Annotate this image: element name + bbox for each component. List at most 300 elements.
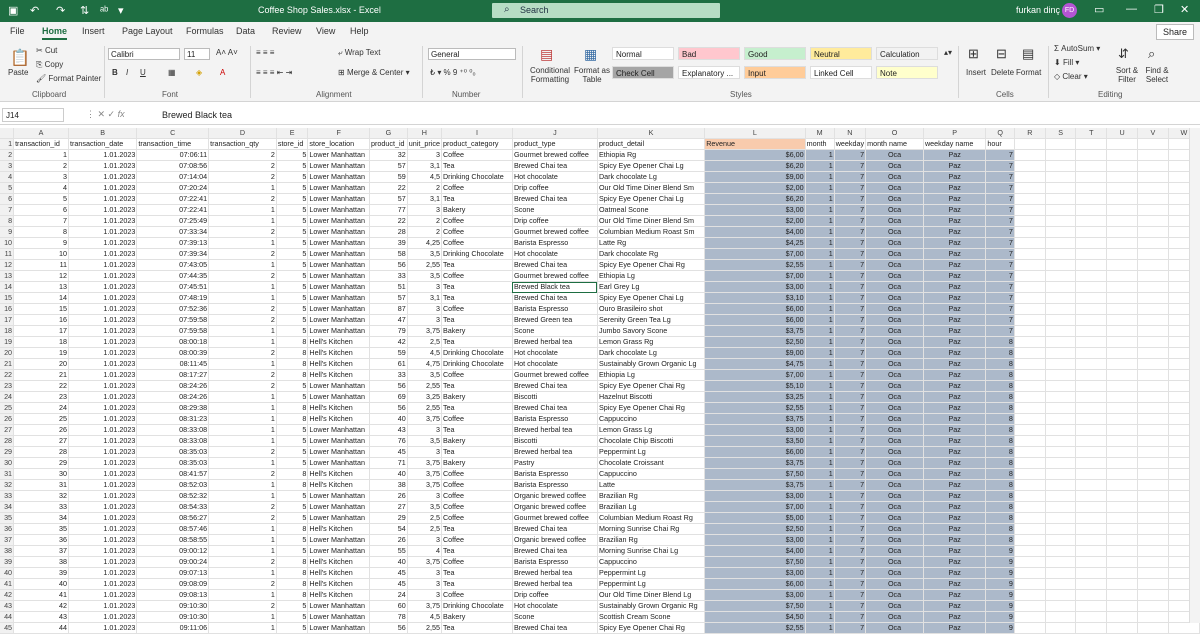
cell[interactable]: Dark chocolate Lg [597,348,704,359]
cell[interactable]: 40 [369,414,407,425]
cell[interactable] [1107,601,1138,612]
cell[interactable]: 4,5 [407,612,441,623]
cell[interactable] [1045,557,1076,568]
cell[interactable]: Lower Manhattan [308,535,370,546]
cell[interactable] [1107,172,1138,183]
cell[interactable]: Gourmet brewed coffee [512,227,597,238]
cell[interactable]: 8 [276,480,308,491]
cell[interactable]: Coffee [441,491,512,502]
cell[interactable] [1076,557,1107,568]
cell[interactable]: 8 [986,403,1014,414]
cell[interactable]: 8 [986,381,1014,392]
cell[interactable]: Morning Sunrise Chai Rg [597,524,704,535]
cell[interactable]: Jumbo Savory Scone [597,326,704,337]
cell[interactable] [1014,293,1045,304]
cell[interactable]: Brewed Chai tea [512,260,597,271]
column-header[interactable]: R [1014,128,1045,139]
cell[interactable]: $3,00 [705,205,805,216]
cell[interactable]: Coffee [441,238,512,249]
cell[interactable]: 5 [276,447,308,458]
cell[interactable] [1107,392,1138,403]
cell[interactable]: 08:58:55 [137,535,209,546]
cell[interactable] [1138,260,1169,271]
cell[interactable]: Bakery [441,436,512,447]
cell[interactable] [1076,535,1107,546]
cell[interactable]: Sustainably Grown Organic Rg [597,601,704,612]
cell[interactable]: 3,5 [407,370,441,381]
cell[interactable] [1138,403,1169,414]
cell[interactable]: 1.01.2023 [69,161,137,172]
cell[interactable]: 14 [14,293,69,304]
cell[interactable]: Coffee [441,480,512,491]
cell[interactable]: 79 [369,326,407,337]
cell[interactable]: Paz [923,304,985,315]
cell[interactable]: $3,75 [705,480,805,491]
cell-style-check-cell[interactable]: Check Cell [612,66,674,79]
cell[interactable]: 1 [805,513,834,524]
cell[interactable]: 13 [14,282,69,293]
cell[interactable]: 7 [834,590,865,601]
cell[interactable]: 1.01.2023 [69,392,137,403]
cell[interactable]: Lower Manhattan [308,205,370,216]
cell[interactable]: Brazilian Lg [597,502,704,513]
cell[interactable]: $9,00 [705,348,805,359]
cell[interactable]: 78 [369,612,407,623]
cell[interactable] [1076,370,1107,381]
cell[interactable]: Paz [923,601,985,612]
column-header[interactable]: F [308,128,370,139]
cell[interactable] [1014,282,1045,293]
cell[interactable]: 1 [209,326,277,337]
cell[interactable]: 4 [407,546,441,557]
cell[interactable]: 1 [805,524,834,535]
cell[interactable]: 1 [805,403,834,414]
cell[interactable]: Paz [923,238,985,249]
cell[interactable] [1045,304,1076,315]
cell[interactable]: Hot chocolate [512,359,597,370]
cell[interactable]: Lower Manhattan [308,513,370,524]
cell[interactable] [1014,425,1045,436]
cell[interactable]: Paz [923,282,985,293]
cell[interactable]: weekday [835,139,865,149]
cell[interactable]: Bakery [441,392,512,403]
cell[interactable] [1138,392,1169,403]
row-header[interactable]: 15 [0,293,14,304]
cell[interactable]: Oca [866,381,924,392]
format-as-table-button[interactable]: Format as Table [574,66,611,84]
cell[interactable]: 7 [986,227,1014,238]
cell[interactable]: 1 [209,425,277,436]
cell[interactable]: $4,50 [705,612,805,623]
cell[interactable] [1138,172,1169,183]
cell[interactable]: 7 [834,161,865,172]
cell[interactable] [1138,535,1169,546]
cell[interactable]: Ethiopia Lg [597,271,704,282]
cell[interactable]: $4,25 [705,238,805,249]
cell[interactable]: month [805,139,834,150]
cell[interactable] [1138,425,1169,436]
cell[interactable] [1014,557,1045,568]
formula-buttons[interactable]: ⋮ ✕ ✓ fx [86,109,125,119]
cell[interactable]: Paz [923,260,985,271]
cell[interactable]: Tea [441,623,512,634]
cell[interactable]: 1 [209,480,277,491]
cell[interactable]: 1 [805,414,834,425]
row-header[interactable]: 23 [0,381,14,392]
cell[interactable]: 09:10:30 [137,601,209,612]
cell[interactable]: Oca [866,546,924,557]
cell[interactable] [1168,623,1199,634]
cell[interactable]: 3,1 [407,293,441,304]
cell[interactable]: 1 [805,557,834,568]
cell[interactable]: 9 [14,238,69,249]
cell[interactable]: 44 [14,623,69,634]
cell[interactable]: 1.01.2023 [69,260,137,271]
cell[interactable] [1014,436,1045,447]
cell[interactable]: Coffee [441,227,512,238]
cell[interactable]: 2 [209,579,277,590]
cell[interactable]: 3,75 [407,557,441,568]
cell[interactable]: 27 [14,436,69,447]
cell[interactable] [1014,546,1045,557]
cell[interactable]: 7 [834,359,865,370]
cell[interactable]: Coffee [441,502,512,513]
maximize-button[interactable]: ❐ [1154,4,1164,16]
cell[interactable]: Hell's Kitchen [308,414,370,425]
cell[interactable]: Lower Manhattan [308,436,370,447]
cell[interactable]: Drinking Chocolate [441,359,512,370]
cell[interactable] [1107,480,1138,491]
cell[interactable]: Oca [866,205,924,216]
cell[interactable] [1107,348,1138,359]
cell[interactable]: 7 [834,557,865,568]
cell[interactable]: 1.01.2023 [69,524,137,535]
cell[interactable]: 1 [209,568,277,579]
cell[interactable]: Oca [866,557,924,568]
cell[interactable] [1014,579,1045,590]
row-header[interactable]: 12 [0,260,14,271]
cell[interactable]: 7 [834,293,865,304]
cell[interactable]: transaction_qty [209,139,277,150]
cell[interactable]: $6,00 [705,447,805,458]
cell[interactable]: $6,00 [705,579,805,590]
cell[interactable]: Lower Manhattan [308,326,370,337]
column-header[interactable]: Q [986,128,1014,139]
cell[interactable] [1014,491,1045,502]
cell[interactable]: 7 [834,216,865,227]
cell[interactable]: 1 [805,238,834,249]
cell[interactable]: Peppermint Lg [597,447,704,458]
cell[interactable] [1138,612,1169,623]
cell[interactable]: Spicy Eye Opener Chai Rg [597,260,704,271]
cell[interactable]: 9 [986,623,1014,634]
cell[interactable]: 7 [986,293,1014,304]
cell[interactable]: Lower Manhattan [308,601,370,612]
cell[interactable]: Cappuccino [597,414,704,425]
cell[interactable]: Coffee [441,414,512,425]
cell[interactable]: 1.01.2023 [69,227,137,238]
cell[interactable] [1076,447,1107,458]
cell[interactable]: 2 [209,194,277,205]
cell[interactable]: Sustainably Grown Organic Lg [597,359,704,370]
cell[interactable]: 3,1 [407,161,441,172]
cell[interactable] [1014,194,1045,205]
cell[interactable]: 57 [369,161,407,172]
cell[interactable]: 07:20:24 [137,183,209,194]
cell[interactable]: 5 [276,161,308,172]
cell[interactable]: 1 [805,447,834,458]
cell[interactable] [1138,326,1169,337]
spreadsheet-grid[interactable] [0,128,1200,633]
cell[interactable] [1045,370,1076,381]
cell[interactable]: 1.01.2023 [69,623,137,634]
cell[interactable]: Spicy Eye Opener Chai Rg [597,381,704,392]
cell[interactable]: 3 [407,447,441,458]
cell[interactable]: Paz [923,623,985,634]
cell[interactable]: Oca [866,337,924,348]
cell[interactable] [1045,568,1076,579]
cell[interactable]: Lemon Grass Rg [597,337,704,348]
row-header[interactable]: 19 [0,337,14,348]
align-top-icon[interactable]: ≡ ≡ ≡ [256,48,275,57]
row-header[interactable]: 42 [0,590,14,601]
cell[interactable] [1014,172,1045,183]
cell[interactable]: 7 [834,271,865,282]
cell[interactable]: Tea [441,447,512,458]
cell[interactable]: 7 [834,260,865,271]
cell[interactable]: Coffee [441,513,512,524]
cell[interactable]: Barista Espresso [512,238,597,249]
cell[interactable]: Coffee [441,183,512,194]
align-left-icon[interactable]: ≡ ≡ ≡ ⇤ ⇥ [256,68,293,77]
cell[interactable]: transaction_date [69,139,137,150]
cell[interactable]: 1 [209,238,277,249]
cell[interactable]: Lower Manhattan [308,458,370,469]
grow-font-icon[interactable]: A˄ A˅ [216,48,238,57]
cell[interactable]: 2,5 [407,524,441,535]
cell[interactable] [1107,458,1138,469]
cell[interactable]: Gourmet brewed coffee [512,271,597,282]
cell[interactable]: 7 [834,304,865,315]
cell[interactable]: Brewed Chai tea [512,623,597,634]
cell[interactable]: transaction_id [14,139,69,150]
cell[interactable]: $3,00 [705,491,805,502]
cell[interactable] [1076,216,1107,227]
cell[interactable]: 8 [276,557,308,568]
cell[interactable]: Brewed herbal tea [512,425,597,436]
cell[interactable]: 7 [834,315,865,326]
cell[interactable]: Brewed Black tea [512,282,597,293]
cell-style-calculation[interactable]: Calculation [876,47,938,60]
cell[interactable]: Oca [866,249,924,260]
cell[interactable]: Our Old Time Diner Blend Lg [597,590,704,601]
cell[interactable]: Earl Grey Lg [597,282,704,293]
cell[interactable]: 28 [369,227,407,238]
cell[interactable]: Columbian Medium Roast Rg [597,513,704,524]
cell[interactable]: 7 [834,491,865,502]
cell[interactable]: 1 [805,293,834,304]
cell[interactable]: 1.01.2023 [69,150,137,161]
save-icon[interactable]: ▣ [8,5,19,17]
cell[interactable] [1014,458,1045,469]
cell[interactable]: 7 [834,183,865,194]
cell[interactable]: Tea [441,546,512,557]
cell[interactable]: 1 [209,359,277,370]
cut-button[interactable]: ✂ Cut [36,46,58,55]
cell[interactable] [1107,161,1138,172]
cell[interactable]: 5 [276,260,308,271]
cell[interactable]: 1 [805,227,834,238]
cell[interactable] [1107,524,1138,535]
cell[interactable]: Ethiopia Rg [597,150,704,161]
cell[interactable]: Oca [866,458,924,469]
cell[interactable]: 1 [805,183,834,194]
cell[interactable]: 39 [14,568,69,579]
cell[interactable]: Barista Espresso [512,480,597,491]
cell[interactable]: 1.01.2023 [69,249,137,260]
cell[interactable]: Paz [923,348,985,359]
cell[interactable]: 5 [276,502,308,513]
cell[interactable]: 5 [276,612,308,623]
cell[interactable]: Gourmet brewed coffee [512,370,597,381]
cell[interactable]: 1 [209,282,277,293]
cell[interactable]: Our Old Time Diner Blend Sm [597,216,704,227]
row-header[interactable]: 16 [0,304,14,315]
cell[interactable]: $4,00 [705,227,805,238]
cell[interactable]: 1 [805,535,834,546]
cell[interactable] [1107,414,1138,425]
cell[interactable]: $3,75 [705,414,805,425]
cell[interactable]: 2 [209,348,277,359]
cell[interactable]: store_location [308,139,370,150]
column-header[interactable]: J [512,128,597,139]
cell[interactable]: Lower Manhattan [308,271,370,282]
cell[interactable] [1045,216,1076,227]
cell[interactable]: 1.01.2023 [69,172,137,183]
cell[interactable]: 30 [14,469,69,480]
cell[interactable]: Drinking Chocolate [441,172,512,183]
cell[interactable] [1107,238,1138,249]
cell[interactable] [1076,359,1107,370]
cell[interactable]: 1 [209,392,277,403]
cell[interactable]: 15 [14,304,69,315]
cell[interactable]: Peppermint Lg [597,568,704,579]
cell[interactable]: 9 [986,568,1014,579]
cell[interactable]: 7 [986,282,1014,293]
cell[interactable]: Spicy Eye Opener Chai Rg [597,623,704,634]
cell[interactable] [1014,315,1045,326]
cell[interactable]: 3,25 [407,392,441,403]
row-header[interactable]: 5 [0,183,14,194]
cell[interactable]: 31 [14,480,69,491]
cell[interactable]: Oca [866,359,924,370]
cell[interactable]: 43 [369,425,407,436]
cell[interactable] [1045,326,1076,337]
cell[interactable]: Hell's Kitchen [308,579,370,590]
insert-cells-button[interactable]: Insert [966,68,987,77]
cell[interactable] [1014,568,1045,579]
cell[interactable] [1138,414,1169,425]
cell[interactable] [1107,282,1138,293]
cell[interactable] [1107,205,1138,216]
cell[interactable]: 19 [14,348,69,359]
cell[interactable]: Coffee [441,590,512,601]
cell[interactable] [1076,150,1107,161]
cell[interactable]: 3 [407,568,441,579]
bold-button[interactable]: B [112,68,118,77]
cell[interactable]: 7 [986,205,1014,216]
cell[interactable]: Paz [923,491,985,502]
cell[interactable] [1076,315,1107,326]
cell[interactable]: 1 [805,150,834,161]
cell[interactable]: 07:08:56 [137,161,209,172]
cell[interactable]: Organic brewed coffee [512,491,597,502]
cell[interactable] [1107,491,1138,502]
cell[interactable]: 26 [14,425,69,436]
cell[interactable] [1138,513,1169,524]
cell[interactable]: Oca [866,623,924,634]
cell[interactable]: 5 [276,436,308,447]
cell[interactable]: 07:14:04 [137,172,209,183]
cell[interactable]: 23 [14,392,69,403]
cell[interactable]: 1.01.2023 [69,348,137,359]
styles-more-icon[interactable]: ▴▾ [944,48,953,57]
cell[interactable]: 56 [369,403,407,414]
cell[interactable]: 40 [369,557,407,568]
column-header[interactable]: A [14,128,69,139]
cell[interactable]: 1 [209,458,277,469]
cell[interactable]: 56 [369,381,407,392]
cell[interactable]: 27 [369,502,407,513]
cell[interactable]: 09:10:30 [137,612,209,623]
cell[interactable]: Oca [866,403,924,414]
cell[interactable]: Brewed herbal tea [512,579,597,590]
cell[interactable]: 5 [276,535,308,546]
cell[interactable]: 1.01.2023 [69,183,137,194]
tab-help[interactable]: Help [350,26,369,36]
format-painter-button[interactable]: 🖌 Format Painter [36,74,102,83]
cell[interactable]: 1 [805,546,834,557]
cell[interactable]: 7 [834,601,865,612]
cell[interactable] [1045,293,1076,304]
cell[interactable]: 7 [986,238,1014,249]
cell[interactable] [1076,579,1107,590]
cell[interactable]: Oca [866,579,924,590]
cell[interactable] [1138,249,1169,260]
cell[interactable]: 07:43:05 [137,260,209,271]
cell[interactable]: 5 [276,249,308,260]
cell[interactable]: Oca [866,469,924,480]
cell[interactable]: Lower Manhattan [308,172,370,183]
cell[interactable] [1138,359,1169,370]
cell[interactable]: 1.01.2023 [69,403,137,414]
cell[interactable]: Latte Rg [597,238,704,249]
cell[interactable]: Hell's Kitchen [308,370,370,381]
cell[interactable]: 8 [986,392,1014,403]
cell[interactable] [1076,568,1107,579]
cell[interactable]: 8 [986,480,1014,491]
cell[interactable]: 2 [209,513,277,524]
cell[interactable]: Chocolate Chip Biscotti [597,436,704,447]
tab-view[interactable]: View [316,26,336,36]
cell[interactable] [1138,557,1169,568]
cell[interactable]: 1 [805,425,834,436]
row-header[interactable]: 10 [0,238,14,249]
cell[interactable]: Lower Manhattan [308,502,370,513]
cell[interactable]: Paz [923,370,985,381]
cell[interactable]: 5 [276,271,308,282]
cell[interactable] [1138,205,1169,216]
